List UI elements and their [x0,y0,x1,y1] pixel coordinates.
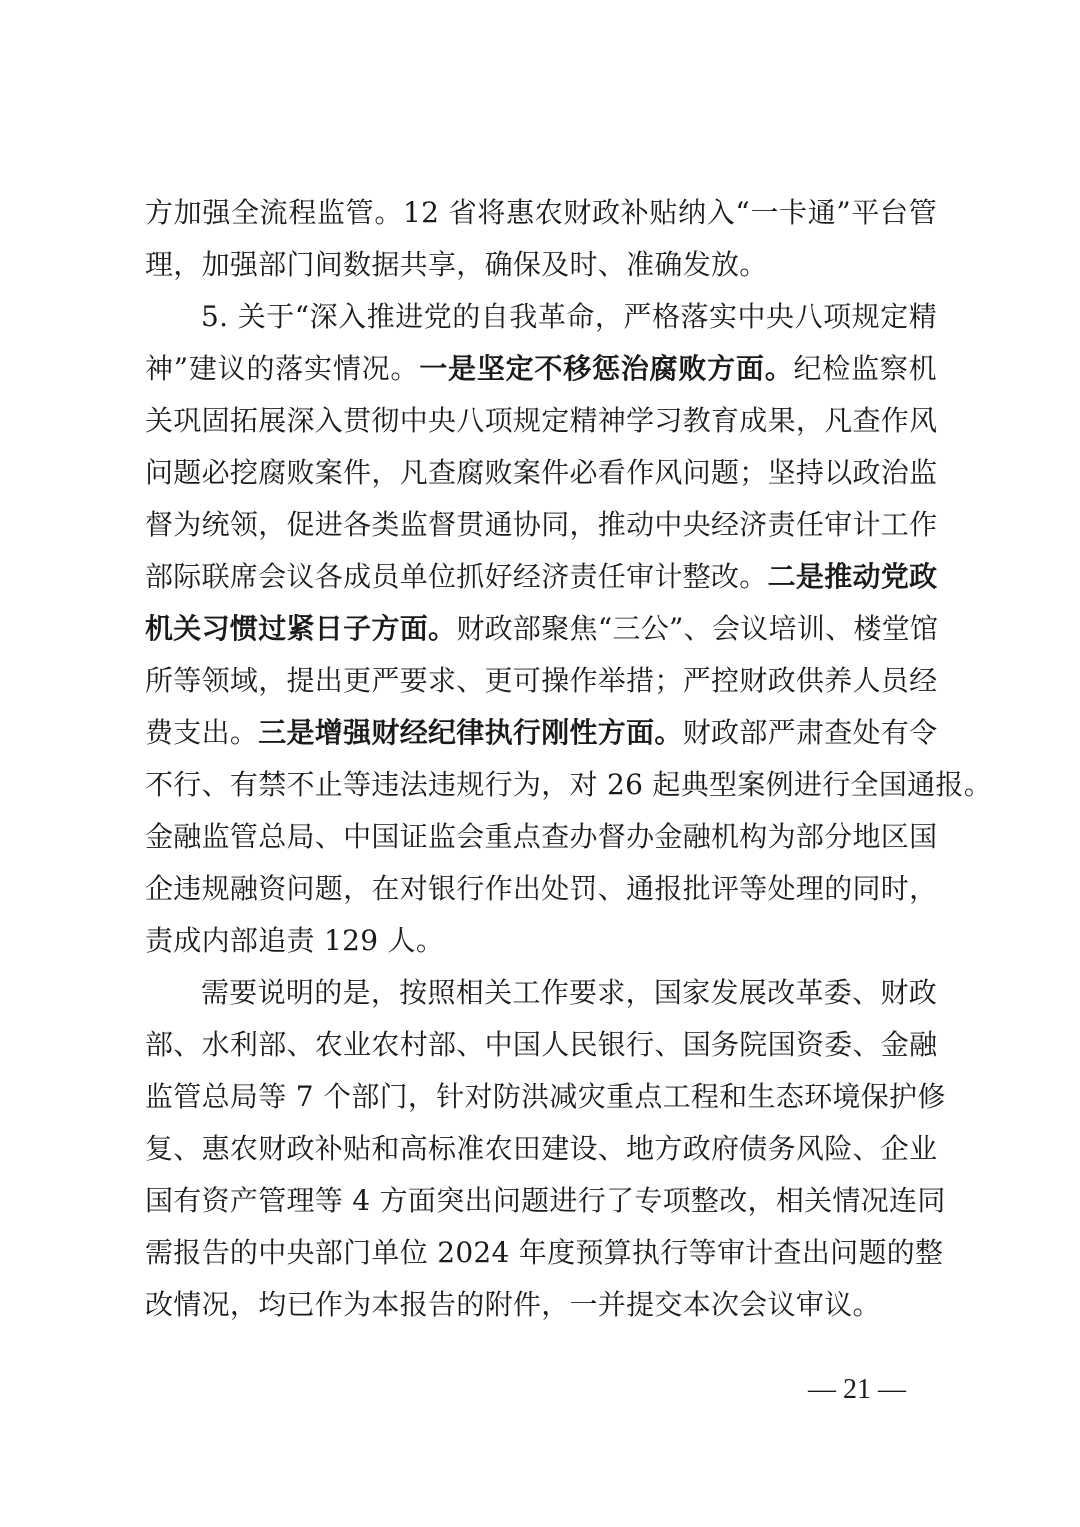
bold-heading-text: 三是增强财经纪律执行刚性方面。 [258,716,683,749]
paragraph-line [201,973,937,1013]
line-text: 不行、有禁不止等违法违规行为，对 26 起典型案例进行全国通报。 [145,768,993,801]
line-text: 督为统领，促进各类监督贯通协同，推动中央经济责任审计工作 [145,508,938,541]
line-text: 需要说明的是，按照相关工作要求，国家发展改革委、财政 [201,976,937,1009]
paragraph-line [145,765,993,805]
line-text: 所等领域，提出更严要求、更可操作举措；严控财政供养人员经 [145,664,938,697]
line-text: 需报告的中央部门单位 2024 年度预算执行等审计查出问题的整 [145,1236,944,1269]
line-text: 5. 关于“深入推进党的自我革命，严格落实中央八项规定精 [201,300,937,333]
line-text: 责成内部追责 129 人。 [145,924,445,957]
line-text: 部际联席会议各成员单位抓好经济责任审计整改。 [145,560,768,593]
line-text: 国有资产管理等 4 方面突出问题进行了专项整改，相关情况连同 [145,1184,946,1217]
paragraph-line [145,401,937,441]
paragraph-line [145,557,937,597]
line-text: 问题必挖腐败案件，凡查腐败案件必看作风问题；坚持以政治监 [145,456,938,489]
line-text: 复、惠农财政补贴和高标准农田建设、地方政府债务风险、企业 [145,1132,938,1165]
line-text: 财政部聚焦“三公”、会议培训、楼堂馆 [456,612,939,645]
line-text: 方加强全流程监管。12 省将惠农财政补贴纳入“一卡通”平台管 [145,196,937,229]
line-text: 神”建议的落实情况。 [145,352,420,385]
paragraph-line [145,869,937,909]
line-text: 部、水利部、农业农村部、中国人民银行、国务院国资委、金融 [145,1028,938,1061]
line-text: 财政部严肃查处有令 [682,716,938,749]
line-text: 监管总局等 7 个部门，针对防洪减灾重点工程和生态环境保护修 [145,1080,946,1113]
paragraph-line [145,713,937,753]
bold-heading-text: 机关习惯过紧日子方面。 [145,612,457,645]
line-text: 企违规融资问题，在对银行作出处罚、通报批评等处理的同时， [145,872,938,905]
line-text: 改情况，均已作为本报告的附件，一并提交本次会议审议。 [145,1288,881,1321]
line-text: 理，加强部门间数据共享，确保及时、准确发放。 [145,248,768,281]
paragraph-line [145,453,937,493]
line-text: 关巩固拓展深入贯彻中央八项规定精神学习教育成果，凡查作风 [145,404,938,437]
paragraph-line [145,245,937,285]
paragraph-line [201,297,937,337]
paragraph-line [145,505,937,545]
bold-heading-text: 二是推动党政 [767,560,938,593]
paragraph-line [145,609,937,649]
paragraph-line [145,817,937,857]
bold-heading-text: 一是坚定不移惩治腐败方面。 [419,352,794,385]
paragraph-line [145,1181,946,1221]
page-number: — 21 — [808,1374,906,1405]
line-text: 金融监管总局、中国证监会重点查办督办金融机构为部分地区国 [145,820,938,853]
paragraph-line [145,349,937,389]
paragraph-line [145,1233,944,1273]
paragraph-line [145,193,937,233]
line-text: 费支出。 [145,716,259,749]
paragraph-line [145,1025,937,1065]
paragraph-line [145,1077,946,1117]
paragraph-line [145,1129,937,1169]
paragraph-line [145,921,937,961]
paragraph-line [145,1285,937,1325]
paragraph-line [145,661,937,701]
line-text: 纪检监察机 [793,352,937,385]
